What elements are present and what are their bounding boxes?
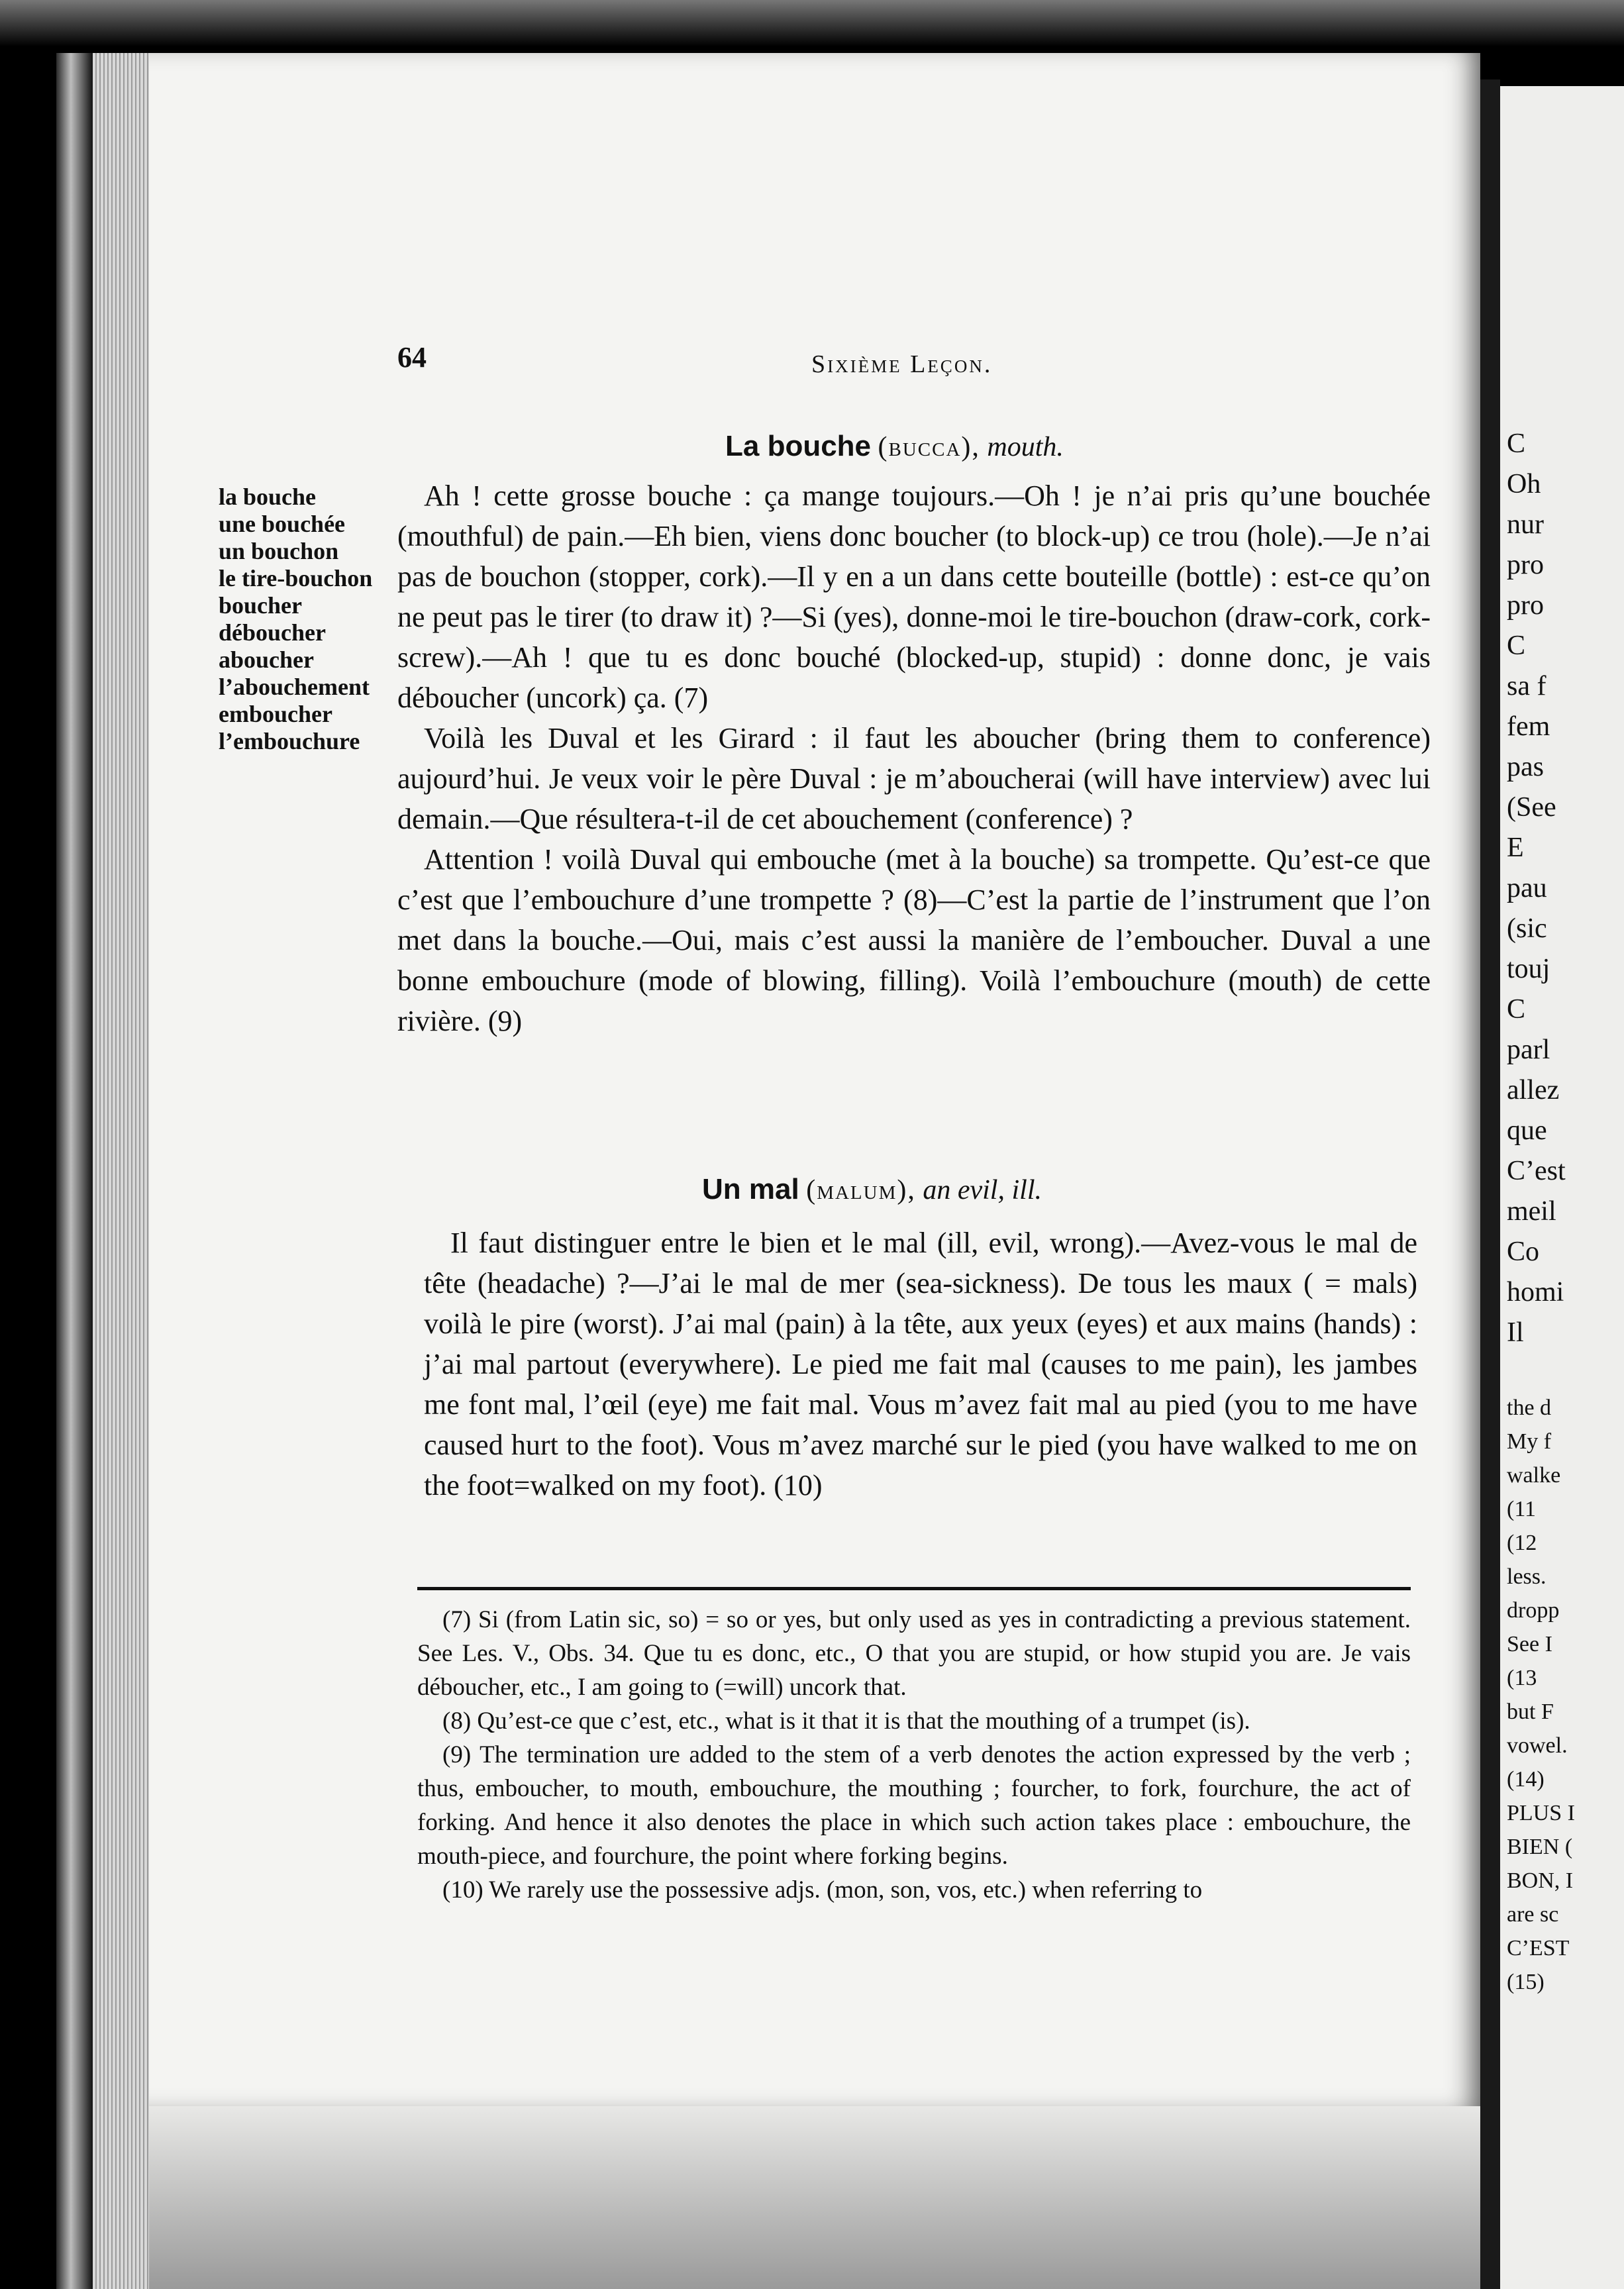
next-page-notes — [1507, 1391, 1575, 1999]
fragment-line: C — [1507, 994, 1526, 1025]
footnote: (9) The termination ure added to the stem of a verb denotes the action expressed by the verb ; thus, emboucher, to mouth, embouchure, the mouthing ; fourcher, to fork, fourchure, the act of forking. And hence it also denotes the place in which such action takes place : embouchure, the mouth-piece, and fourchure, the point where forking begins. — [417, 1741, 1411, 1870]
fragment-line: E — [1507, 833, 1524, 863]
section-latin: (malum), — [806, 1175, 916, 1205]
paragraph: Attention ! voilà Duval qui embouche (met à la bouche) sa trompette. Qu’est-ce que c’est que l’embouchure d’une trompette ? (8)—C’est la partie de l’instrument que l’on met dans la bouche.—Oui, mais c’est aussi la manière de l’emboucher. Duval a une bonne embouchure (mode of blowing, filling). Voilà l’embouchure (mouth) de cette rivière. (9) — [397, 843, 1431, 1037]
page-gutter — [1480, 79, 1500, 2289]
fragment-line: (13 — [1507, 1666, 1537, 1690]
fragment-line: parl — [1507, 1035, 1550, 1065]
fragment-line: See I — [1507, 1632, 1552, 1656]
paragraph: Voilà les Duval et les Girard : il faut les aboucher (bring them to conference) aujourd’hui. Je veux voir le père Duval : je m’aboucherai (will have interview) avec lui demain.—Que résultera-t-il de cet abouchement (conference) ? — [397, 722, 1431, 835]
margin-word: l’abouchement — [219, 674, 370, 700]
margin-word: boucher — [219, 592, 302, 619]
section-english: mouth. — [987, 432, 1064, 462]
section-english: an evil, ill. — [923, 1175, 1042, 1205]
section-heading-bouche — [725, 429, 1064, 464]
paragraph: Il faut distinguer entre le bien et le mal (ill, evil, wrong).—Avez-vous le mal de tête (headache) ?—J’ai le mal de mer (sea-sickness). De tous les maux ( = mals) voilà le pire (worst). J’ai mal (pain) à la tête, aux yeux (eyes) et aux mains (hands) : j’ai mal partout (everywhere). Le pied me fait mal (causes to me pain), les jambes me font mal, l’œil (eye) me fait mal. Vous m’avez fait mal au pied (you to me have caused hurt to the foot). Vous m’avez marché sur le pied (you have walked to me on the foot=walked on my foot). (10) — [424, 1227, 1417, 1501]
fragment-line: sa f — [1507, 671, 1547, 701]
footnotes — [417, 1603, 1411, 1907]
margin-word: le tire-bouchon — [219, 565, 373, 591]
fragment-line: My f — [1507, 1429, 1552, 1454]
fragment-line: BIEN ( — [1507, 1835, 1573, 1859]
fragment-line: (14) — [1507, 1767, 1545, 1792]
fragment-line: allez — [1507, 1075, 1560, 1105]
margin-word: emboucher — [219, 701, 332, 727]
fragment-line: meil — [1507, 1196, 1556, 1227]
fragment-line: PLUS I — [1507, 1801, 1575, 1825]
fragment-line: (15) — [1507, 1970, 1545, 1994]
fragment-line: (See — [1507, 792, 1556, 823]
fragment-line: are sc — [1507, 1902, 1559, 1927]
fragment-line: pau — [1507, 873, 1547, 903]
footnote: (10) We rarely use the possessive adjs. (mon, son, vos, etc.) when referring to — [442, 1876, 1203, 1904]
section-word: Un mal — [702, 1173, 799, 1205]
section1-body — [397, 476, 1431, 1041]
fragment-line: C’EST — [1507, 1936, 1570, 1960]
fragment-line: pro — [1507, 550, 1544, 580]
fragment-line: dropp — [1507, 1598, 1560, 1623]
section-latin: (bucca), — [878, 432, 980, 462]
fragment-line: pas — [1507, 752, 1544, 782]
page-stack-edge — [93, 53, 149, 2289]
fragment-line: less. — [1507, 1564, 1547, 1589]
fragment-line: Co — [1507, 1237, 1540, 1267]
section-heading-mal — [702, 1172, 1042, 1207]
fragment-line: C — [1507, 631, 1526, 661]
fragment-line: (sic — [1507, 913, 1547, 944]
section-word: La bouche — [725, 430, 872, 462]
fragment-line: Il — [1507, 1317, 1524, 1348]
book-binding — [56, 53, 93, 2289]
fragment-line: nur — [1507, 509, 1544, 540]
page-number: 64 — [397, 341, 427, 374]
fragment-line: (12 — [1507, 1531, 1537, 1555]
footnote-rule — [417, 1587, 1411, 1590]
fragment-line: homi — [1507, 1277, 1564, 1307]
section2-body — [424, 1223, 1417, 1505]
fragment-line: que — [1507, 1115, 1547, 1146]
lower-page-edge — [149, 2106, 1480, 2289]
fragment-line: walke — [1507, 1463, 1561, 1488]
running-title: Sixième Leçon. — [811, 350, 993, 378]
fragment-line: BON, I — [1507, 1868, 1574, 1893]
fragment-line: touj — [1507, 954, 1550, 984]
margin-word: un bouchon — [219, 538, 339, 564]
fragment-line: fem — [1507, 711, 1550, 742]
margin-word: déboucher — [219, 619, 326, 646]
fragment-line: pro — [1507, 590, 1544, 621]
fragment-line: Oh — [1507, 469, 1541, 499]
fragment-line: but F — [1507, 1700, 1554, 1724]
margin-word: l’embouchure — [219, 728, 360, 754]
margin-word-list — [219, 483, 372, 755]
fragment-line: (11 — [1507, 1497, 1537, 1521]
margin-word: la bouche — [219, 483, 317, 510]
margin-word: aboucher — [219, 646, 314, 673]
next-page-fragment — [1500, 86, 1624, 2289]
scan-top-edge — [0, 0, 1624, 46]
fragment-line: vowel. — [1507, 1733, 1568, 1758]
fragment-line: C’est — [1507, 1156, 1566, 1186]
footnote: (8) Qu’est-ce que c’est, etc., what is it that it is that the mouthing of a trumpet (is). — [442, 1707, 1250, 1735]
margin-word: une bouchée — [219, 511, 346, 537]
footnote: (7) Si (from Latin sic, so) = so or yes, but only used as yes in contradicting a previous statement. See Les. V., Obs. 34. Que tu es donc, etc., O that you are stupid, or how stupid you are. Je vais déboucher, etc., I am going to (=will) uncork that. — [417, 1606, 1411, 1701]
fragment-line: C — [1507, 429, 1526, 459]
fragment-line: the d — [1507, 1396, 1552, 1420]
paragraph: Ah ! cette grosse bouche : ça mange toujours.—Oh ! je n’ai pris qu’une bouchée (mouthful) de pain.—Eh bien, viens donc boucher (to block-up) ce trou (hole).—Je n’ai pas de bouchon (stopper, cork).—Il y en a un dans cette bouteille (bottle) : est-ce qu’on ne peut pas le tirer (to draw it) ?—Si (yes), donne-moi le tire-bouchon (draw-cork, cork-screw).—Ah ! que tu es donc bouché (blocked-up, stupid) : donne donc, je vais déboucher (uncork) ça. (7) — [397, 480, 1431, 714]
next-page-text — [1507, 424, 1566, 1353]
